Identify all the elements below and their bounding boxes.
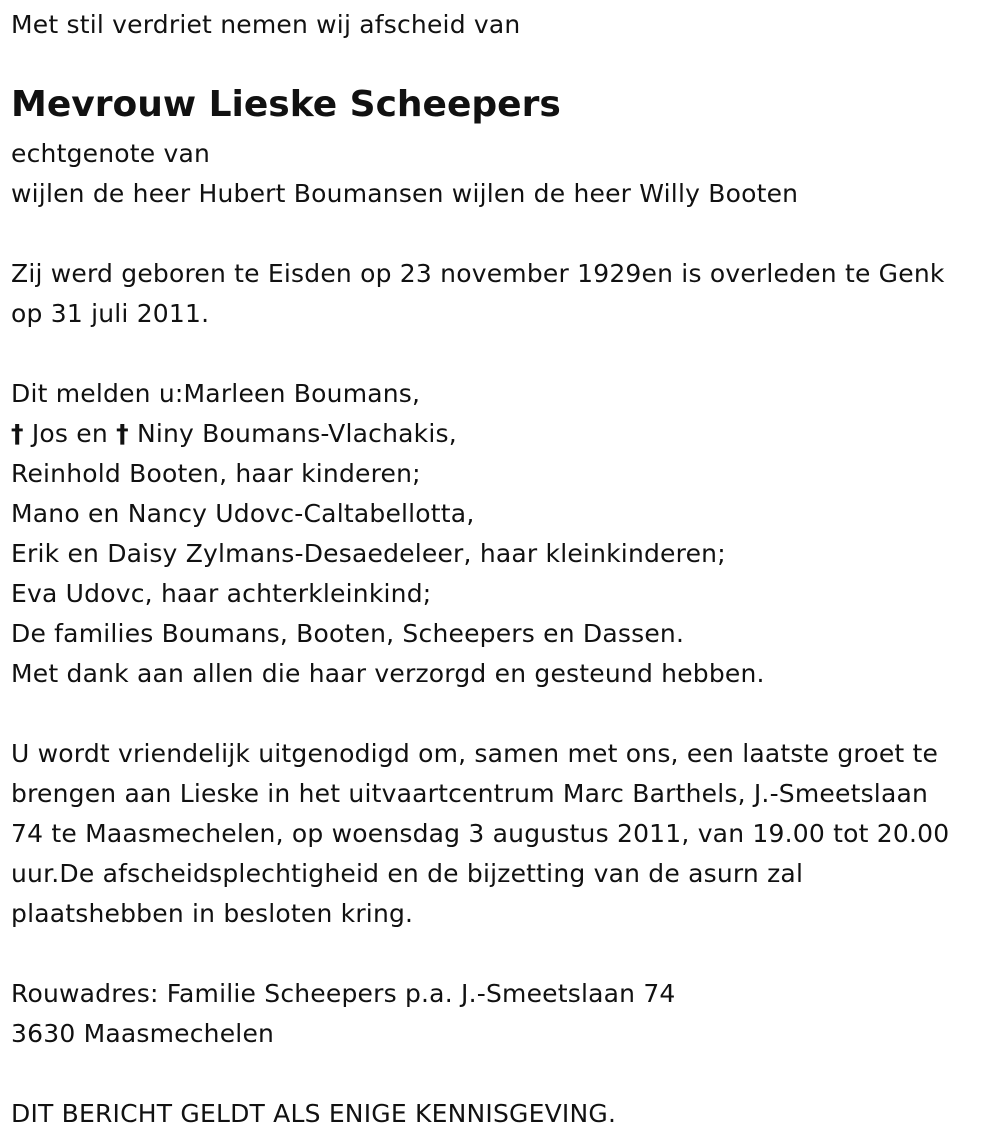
spouse-block xyxy=(11,134,798,214)
family-line-2-part-2: Niny Boumans-Vlachakis, xyxy=(136,419,457,448)
birth-death-block xyxy=(11,254,945,334)
footer-block xyxy=(11,1094,616,1134)
invitation-block xyxy=(11,734,949,934)
spouse-label: echtgenote van xyxy=(11,139,211,168)
invitation-line-2: brengen aan Lieske in het uitvaartcentrum Marc Barthels, J.-Smeetslaan xyxy=(11,779,929,808)
invitation-line-3: 74 te Maasmechelen, op woensdag 3 augustus 2011, van 19.00 tot 20.00 xyxy=(11,819,950,848)
family-line-2-part-1: Jos en xyxy=(31,419,108,448)
cross-icon: † xyxy=(11,419,24,448)
family-line-1: Dit melden u:Marleen Boumans, xyxy=(11,379,421,408)
family-line-3: Reinhold Booten, haar kinderen; xyxy=(11,459,421,488)
cross-icon: † xyxy=(116,419,129,448)
family-line-8: Met dank aan allen die haar verzorgd en gesteund hebben. xyxy=(11,659,765,688)
family-line-5: Erik en Daisy Zylmans-Desaedeleer, haar kleinkinderen; xyxy=(11,539,726,568)
family-line-6: Eva Udovc, haar achterkleinkind; xyxy=(11,579,432,608)
spouse-names: wijlen de heer Hubert Boumansen wijlen de heer Willy Booten xyxy=(11,179,799,208)
address-block xyxy=(11,974,676,1054)
address-line-1: Rouwadres: Familie Scheepers p.a. J.-Smeetslaan 74 xyxy=(11,979,676,1008)
invitation-line-5: plaatshebben in besloten kring. xyxy=(11,899,414,928)
family-line-4: Mano en Nancy Udovc-Caltabellotta, xyxy=(11,499,475,528)
birth-death-line-1: Zij werd geboren te Eisden op 23 november 1929en is overleden te Genk xyxy=(11,259,945,288)
address-line-2: 3630 Maasmechelen xyxy=(11,1019,275,1048)
intro-text: Met stil verdriet nemen wij afscheid van xyxy=(11,10,521,39)
invitation-line-1: U wordt vriendelijk uitgenodigd om, samen met ons, een laatste groet te xyxy=(11,739,939,768)
family-block xyxy=(11,374,765,694)
invitation-line-4: uur.De afscheidsplechtigheid en de bijzetting van de asurn zal xyxy=(11,859,804,888)
footer-text: DIT BERICHT GELDT ALS ENIGE KENNISGEVING. xyxy=(11,1099,617,1128)
birth-death-line-2: op 31 juli 2011. xyxy=(11,299,210,328)
family-line-7: De families Boumans, Booten, Scheepers en Dassen. xyxy=(11,619,685,648)
deceased-name: Mevrouw Lieske Scheepers xyxy=(11,84,561,125)
family-line-2 xyxy=(11,414,765,454)
